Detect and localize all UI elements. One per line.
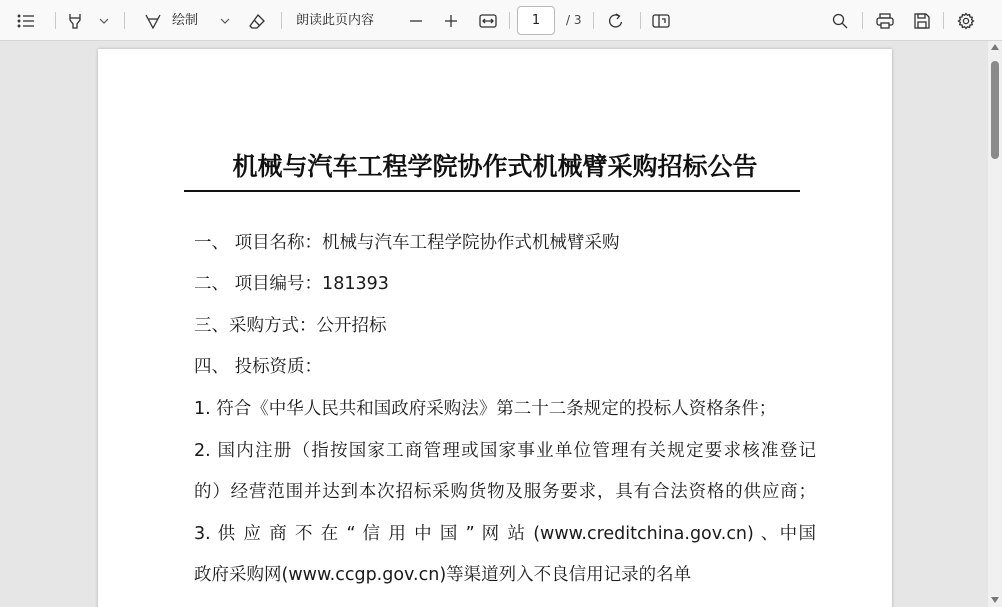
document-viewer[interactable] [0, 41, 988, 607]
title-underline [184, 190, 800, 192]
text-line: 3. 供 应 商 不 在 “ 信 用 中 国 ” 网 站 (www.creditchina.gov.cn) 、中国 [194, 524, 816, 544]
draw-icon[interactable] [142, 0, 164, 41]
fit-page-icon[interactable] [477, 0, 499, 41]
eraser-icon[interactable] [246, 0, 268, 41]
print-icon[interactable] [874, 0, 896, 41]
scroll-thumb[interactable] [991, 61, 999, 159]
text-line: 政府采购网(www.ccgp.gov.cn)等渠道列入不良信用记录的名单 [194, 565, 692, 585]
scroll-down-arrow-icon[interactable] [991, 597, 999, 603]
chevron-down-icon[interactable] [96, 0, 112, 41]
text-line: 三、采购方式：公开招标 [194, 316, 387, 336]
text-line: 1. 符合《中华人民共和国政府采购法》第二十二条规定的投标人资格条件； [194, 399, 777, 419]
document-title: 机械与汽车工程学院协作式机械臂采购招标公告 [232, 152, 758, 181]
read-aloud-button[interactable]: 朗读此页内容 [296, 13, 375, 28]
vertical-scrollbar[interactable] [988, 41, 1002, 607]
search-icon[interactable] [830, 0, 850, 41]
save-icon[interactable] [911, 0, 933, 41]
pdf-page [98, 49, 892, 607]
text-line: 的）经营范围并达到本次招标采购货物及服务要求，具有合法资格的供应商； [194, 482, 816, 502]
text-line: 四、 投标资质： [194, 357, 323, 377]
chevron-down-icon[interactable] [217, 0, 233, 41]
scroll-up-arrow-icon[interactable] [991, 44, 999, 50]
page-view-icon[interactable] [650, 0, 672, 41]
pdf-toolbar [0, 0, 1002, 41]
draw-label[interactable]: 绘制 [172, 13, 199, 28]
rotate-icon[interactable] [605, 0, 627, 41]
contents-icon[interactable] [14, 0, 38, 41]
zoom-in-icon[interactable] [441, 0, 461, 41]
highlight-icon[interactable] [64, 0, 86, 41]
zoom-out-icon[interactable] [406, 0, 426, 41]
text-line: 2. 国内注册（指按国家工商管理或国家事业单位管理有关规定要求核准登记 [194, 441, 816, 461]
page-total: / 3 [566, 13, 582, 27]
page-number-input[interactable]: 1 [517, 6, 555, 35]
gear-icon[interactable] [955, 0, 977, 41]
text-line: 二、 项目编号：181393 [194, 274, 389, 294]
text-line: 一、 项目名称：机械与汽车工程学院协作式机械臂采购 [194, 233, 620, 253]
